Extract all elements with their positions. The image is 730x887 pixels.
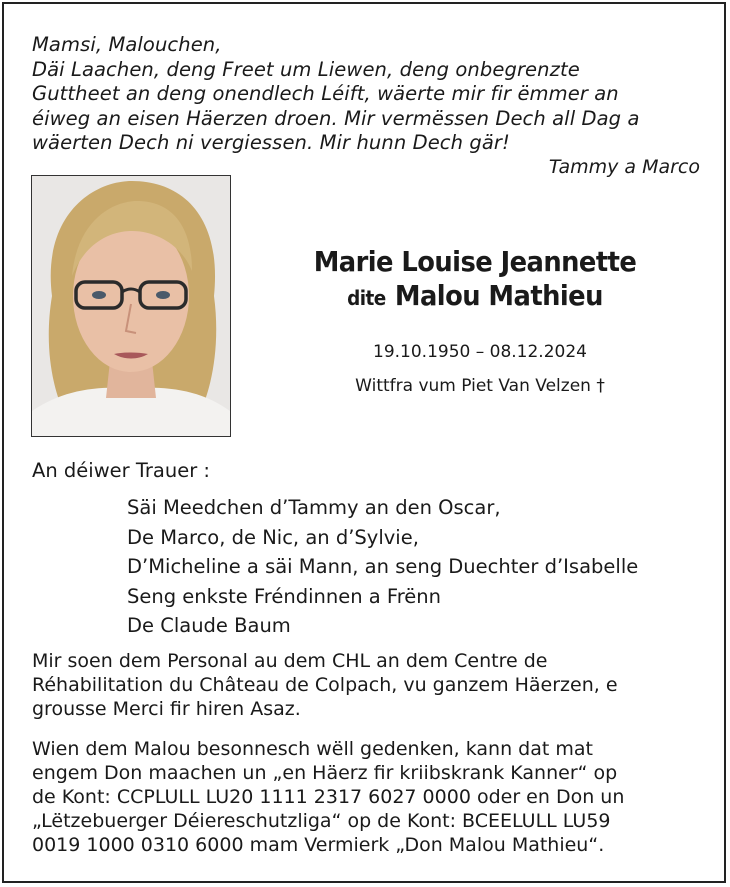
- intro-message: [32, 33, 672, 156]
- portrait-photo: [31, 175, 231, 437]
- donation-line: Wien dem Malou besonnesch wëll gedenken, kann dat mat: [32, 738, 593, 760]
- donation-line: „Lëtzebuerger Déiereschutzliga“ op de Kont: BCEELULL LU59: [32, 810, 611, 832]
- donation-paragraph: [32, 737, 702, 857]
- life-dates: 19.10.1950 – 08.12.2024: [373, 342, 587, 362]
- mourner-line: De Marco, de Nic, an d’Sylvie,: [127, 525, 419, 549]
- intro-signature: Tammy a Marco: [548, 156, 700, 178]
- intro-line: Däi Laachen, deng Freet um Liewen, deng onbegrenzte: [32, 57, 580, 81]
- intro-line: éiweg an eisen Häerzen droen. Mir vermëssen Dech all Dag a: [32, 106, 640, 130]
- deceased-nickname-line: [263, 279, 686, 315]
- mourner-line: Säi Meedchen d’Tammy an den Oscar,: [127, 496, 501, 519]
- donation-line: de Kont: CCPLULL LU20 1111 2317 6027 0000 oder en Don un: [32, 786, 625, 808]
- widow-of: Wittfra vum Piet Van Velzen †: [355, 376, 605, 396]
- deceased-nickname: Malou Mathieu: [394, 279, 603, 312]
- intro-line: Mamsi, Malouchen,: [32, 33, 222, 56]
- thanks-line: Réhabilitation du Château de Colpach, vu ganzem Häerzen, e: [32, 674, 618, 696]
- mourning-label: An déiwer Trauer :: [32, 459, 211, 482]
- donation-line: engem Don maachen un „en Häerz fir kriibskrank Kanner“ op: [32, 762, 618, 784]
- deceased-full-name: Marie Louise Jeannette: [313, 245, 637, 278]
- dite-label: dite: [347, 286, 386, 310]
- thanks-paragraph: [32, 649, 702, 721]
- intro-line: wäerten Dech ni vergiessen. Mir hunn Dech gär!: [32, 131, 510, 154]
- mourner-line: D’Micheline a säi Mann, an seng Duechter d’Isabelle: [127, 555, 639, 578]
- donation-line: 0019 1000 0310 6000 mam Vermierk „Don Malou Mathieu“.: [32, 834, 605, 856]
- mourner-line: De Claude Baum: [127, 614, 291, 637]
- mourner-line: Seng enkste Fréndinnen a Frënn: [127, 584, 442, 608]
- deceased-name-block: [245, 245, 705, 315]
- thanks-line: Mir soen dem Personal au dem CHL an dem Centre de: [32, 650, 548, 672]
- intro-line: Guttheet an deng onendlech Léift, wäerte mir fir ëmmer an: [32, 82, 619, 105]
- thanks-line: grousse Merci fir hiren Asaz.: [32, 698, 301, 720]
- mourners-list: [127, 493, 638, 641]
